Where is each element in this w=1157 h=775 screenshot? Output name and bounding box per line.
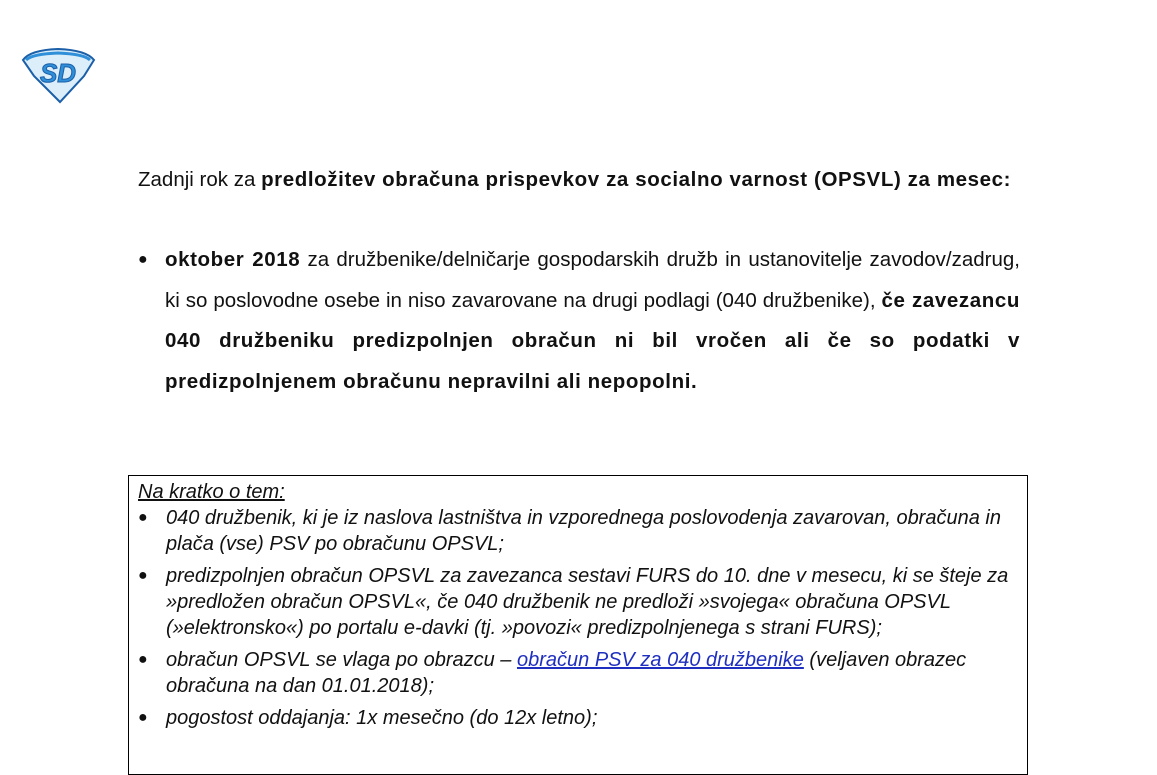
summary-item-text: pogostost oddajanja: 1x mesečno (do 12x letno); [166, 707, 598, 729]
bullet-icon: ● [138, 251, 148, 268]
summary-item [138, 647, 1018, 699]
summary-list [138, 505, 1018, 737]
summary-item-text-after: (veljaven obrazec obračuna na dan 01.01.2018); [166, 649, 967, 697]
summary-item-text: predizpolnjen obračun OPSVL za zavezanca sestavi FURS do 10. dne v mesecu, ki se šteje za »predložen obračun OPSVL«, če 040 družbenik ne predloži »svojega« obračuna OPSVL (»elektronsko«) po portalu e-davki (tj. »povozi« predizpolnjenega s strani FURS); [166, 565, 1009, 639]
bullet-icon: ● [138, 509, 148, 526]
summary-item-text-before: obračun OPSVL se vlaga po obrazcu – [166, 649, 512, 671]
company-logo [20, 46, 96, 104]
list-item [138, 240, 1020, 402]
summary-box [128, 475, 1028, 775]
bullet-icon: ● [138, 709, 148, 726]
summary-title: Na kratko o tem: [138, 481, 285, 503]
bullet-icon: ● [138, 567, 148, 584]
summary-item [138, 563, 1018, 641]
summary-item-text: 040 družbenik, ki je iz naslova lastništva in vzporednega poslovodenja zavarovan, obračuna in plača (vse) PSV po obračunu OPSVL; [166, 507, 1001, 555]
deadline-list [138, 240, 1020, 402]
bullet-icon: ● [138, 651, 148, 668]
summary-item [138, 505, 1018, 557]
intro-prefix: Zadnji rok za [138, 168, 256, 191]
form-link[interactable]: obračun PSV za 040 družbenike [516, 649, 804, 671]
logo-shield-icon [20, 46, 96, 104]
item-text: za družbenike/delničarje gospodarskih družb in ustanovitelje zavodov/zadrug, ki so poslovodne osebe in niso zavarovane na drugi podlagi (040 družbenike), [165, 248, 1020, 312]
summary-item [138, 705, 1018, 731]
intro-paragraph [138, 160, 1020, 201]
intro-bold: predložitev obračuna prispevkov za socialno varnost (OPSVL) za mesec: [261, 168, 1012, 191]
item-bold-month: oktober 2018 [165, 248, 301, 271]
logo-text: SD [39, 58, 77, 88]
item-bold-condition: če zavezancu 040 družbeniku predizpolnjen obračun ni bil vročen ali če so podatki v predizpolnjenem obračunu nepravilni ali nepopolni. [165, 288, 1020, 393]
